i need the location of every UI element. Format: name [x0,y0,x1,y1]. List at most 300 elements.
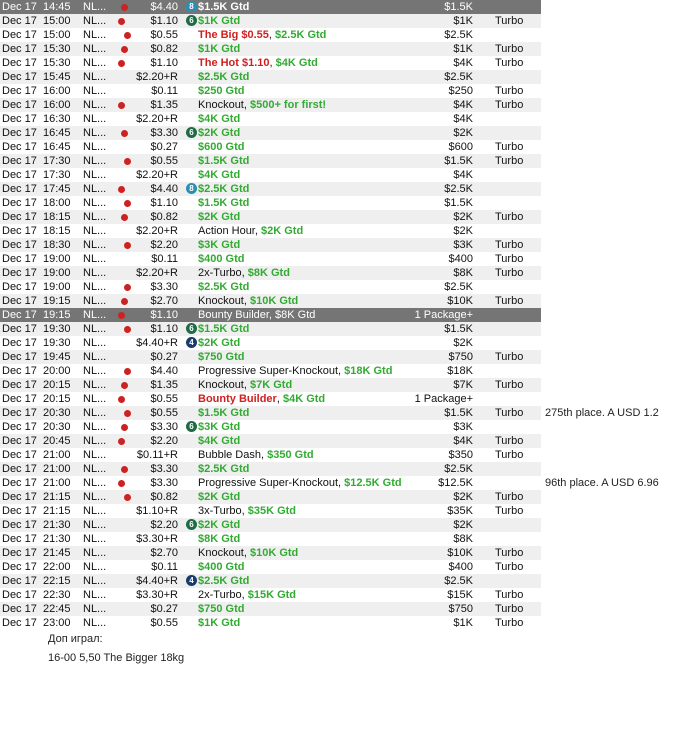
prize-pool: $750 [448,351,473,363]
buy-in: $1.10 [150,15,178,27]
time-text: 19:00 [42,253,71,265]
late-registration-dot-icon [121,298,128,305]
table-size-badge-icon: 4 [186,337,197,348]
tournament-name [198,308,413,322]
game-type: NL... [83,575,107,587]
date-text: Dec 17 [2,239,37,251]
tournament-name [198,98,413,112]
tournament-row[interactable] [0,448,541,462]
buy-in: $0.55 [150,155,178,167]
buy-in: $2.70 [150,547,178,559]
buy-in: $4.40+R [136,337,178,349]
late-registration-dot-icon [121,130,128,137]
date-time [2,126,80,140]
date-time [2,532,80,546]
date-text: Dec 17 [2,127,37,139]
prize-pool: $250 [448,85,473,97]
date-time [2,574,80,588]
date-text: Dec 17 [2,421,37,433]
date-text: Dec 17 [2,393,37,405]
date-time [2,168,80,182]
tournament-name [198,546,413,560]
date-time [2,504,80,518]
game-type: NL... [83,71,107,83]
game-type: NL... [83,519,107,531]
tournament-row[interactable] [0,476,541,490]
time-text: 21:15 [42,491,71,503]
time-text: 16:00 [42,99,71,111]
tournament-row[interactable] [0,560,541,574]
tournament-row[interactable] [0,56,541,70]
date-time [2,448,80,462]
tournament-name [198,28,413,42]
tournament-row[interactable] [0,0,541,14]
prize-pool: $4K [453,57,473,69]
tournament-name-main: $1.5K Gtd [198,323,250,335]
time-text: 18:30 [42,239,71,251]
date-time [2,238,80,252]
date-text: Dec 17 [2,449,37,461]
date-time [2,224,80,238]
game-type: NL... [83,43,107,55]
tournament-row[interactable] [0,294,541,308]
tournament-name-main: 2x-Turbo, [198,589,248,601]
date-text: Dec 17 [2,99,37,111]
tournament-name [198,182,413,196]
tournament-guarantee: $10K Gtd [249,295,299,307]
tournament-row[interactable] [0,504,541,518]
prize-pool: $2.5K [444,281,473,293]
tournament-name [198,504,413,518]
tournament-row[interactable] [0,518,541,532]
date-time [2,434,80,448]
late-registration-dot-icon [121,4,128,11]
game-type: NL... [83,127,107,139]
buy-in: $2.20 [150,519,178,531]
prize-pool: $4K [453,99,473,111]
date-text: Dec 17 [2,15,37,27]
tournament-guarantee: $2.5K Gtd [275,29,327,41]
tournament-name [198,126,413,140]
date-text: Dec 17 [2,337,37,349]
time-text: 20:30 [42,407,71,419]
prize-pool: $15K [447,589,473,601]
tournament-row[interactable] [0,574,541,588]
time-text: 17:30 [42,169,71,181]
date-text: Dec 17 [2,561,37,573]
buy-in: $4.40 [150,183,178,195]
tournament-row[interactable] [0,70,541,84]
buy-in: $3.30 [150,477,178,489]
tournament-row[interactable] [0,98,541,112]
late-registration-dot-icon [121,46,128,53]
date-text: Dec 17 [2,267,37,279]
speed: Turbo [495,155,524,167]
tournament-guarantee: $4K Gtd [275,57,318,69]
late-registration-dot-icon [121,424,128,431]
prize-pool: 1 Package+ [414,309,473,321]
game-type: NL... [83,197,107,209]
speed: Turbo [495,449,524,461]
tournament-name [198,322,413,336]
date-time [2,14,80,28]
prize-pool: $4K [453,169,473,181]
speed: Turbo [495,505,524,517]
time-text: 19:30 [42,337,71,349]
tournament-row[interactable] [0,252,541,266]
late-registration-dot-icon [118,396,125,403]
time-text: 16:30 [42,113,71,125]
time-text: 15:45 [42,71,71,83]
tournament-name [198,378,413,392]
time-text: 15:30 [42,57,71,69]
tournament-name [198,294,413,308]
tournament-guarantee: $500+ for first! [249,99,327,111]
date-text: Dec 17 [2,407,37,419]
date-time [2,588,80,602]
tournament-name-separator: , [276,393,283,405]
prize-pool: $18K [447,365,473,377]
speed: Turbo [495,267,524,279]
prize-pool: $1K [453,15,473,27]
tournament-name [198,238,413,252]
date-time [2,406,80,420]
tournament-name [198,0,413,14]
late-registration-dot-icon [118,480,125,487]
tournament-name [198,336,413,350]
time-text: 22:30 [42,589,71,601]
game-type: NL... [83,365,107,377]
tournament-row[interactable] [0,196,541,210]
tournament-name-main: $2K Gtd [198,127,241,139]
tournament-name-main: $400 Gtd [198,561,245,573]
time-text: 16:45 [42,127,71,139]
prize-pool: $2K [453,127,473,139]
tournament-name-main: The Big $0.55 [198,29,269,41]
prize-pool: $1.5K [444,197,473,209]
tournament-name-main: $4K Gtd [198,169,241,181]
prize-pool: $3K [453,239,473,251]
tournament-row[interactable] [0,154,541,168]
buy-in: $0.82 [150,43,178,55]
game-type: NL... [83,407,107,419]
tournament-row[interactable] [0,616,541,630]
tournament-row[interactable] [0,168,541,182]
buy-in: $2.20 [150,435,178,447]
game-type: NL... [83,281,107,293]
tournament-name-main: $1.5K Gtd [198,155,250,167]
tournament-row[interactable] [0,588,541,602]
time-text: 18:15 [42,211,71,223]
date-time [2,518,80,532]
game-type: NL... [83,449,107,461]
tournament-row[interactable] [0,490,541,504]
prize-pool: $750 [448,603,473,615]
tournament-row[interactable] [0,126,541,140]
tournament-row[interactable] [0,336,541,350]
game-type: NL... [83,169,107,181]
prize-pool: $2.5K [444,575,473,587]
tournament-name-main: $2.5K Gtd [198,71,250,83]
time-text: 14:45 [42,1,71,13]
speed: Turbo [495,379,524,391]
game-type: NL... [83,15,107,27]
date-time [2,70,80,84]
late-registration-dot-icon [118,312,125,319]
buy-in: $1.35 [150,99,178,111]
prize-pool: $1.5K [444,155,473,167]
tournament-row[interactable] [0,84,541,98]
buy-in: $2.20 [150,239,178,251]
game-type: NL... [83,421,107,433]
prize-pool: $2K [453,225,473,237]
tournament-row[interactable] [0,182,541,196]
date-time [2,420,80,434]
tournament-row[interactable] [0,322,541,336]
tournament-row[interactable] [0,462,541,476]
tournament-guarantee: $15K Gtd [247,589,297,601]
tournament-name-main: $600 Gtd [198,141,245,153]
prize-pool: $1K [453,43,473,55]
tournament-row[interactable] [0,378,541,392]
prize-pool: $8K [453,533,473,545]
prize-pool: $3K [453,421,473,433]
date-text: Dec 17 [2,1,37,13]
speed: Turbo [495,253,524,265]
date-text: Dec 17 [2,365,37,377]
speed: Turbo [495,603,524,615]
time-text: 19:15 [42,309,71,321]
prize-pool: $400 [448,253,473,265]
tournament-row[interactable] [0,392,541,406]
date-time [2,546,80,560]
buy-in: $2.20+R [136,267,178,279]
game-type: NL... [83,477,107,489]
tournament-row[interactable] [0,238,541,252]
table-size-badge-icon: 8 [186,1,197,12]
game-type: NL... [83,267,107,279]
date-time [2,196,80,210]
tournament-row[interactable] [0,42,541,56]
date-time [2,364,80,378]
tournament-name [198,168,413,182]
prize-pool: $600 [448,141,473,153]
time-text: 15:00 [42,15,71,27]
tournament-name [198,602,413,616]
tournament-row[interactable] [0,14,541,28]
speed: Turbo [495,15,524,27]
tournament-name [198,140,413,154]
prize-pool: $12.5K [438,477,473,489]
game-type: NL... [83,155,107,167]
time-text: 20:15 [42,379,71,391]
late-registration-dot-icon [121,382,128,389]
result-note: 275th place. A USD 1.2 [545,407,659,419]
buy-in: $0.27 [150,351,178,363]
speed: Turbo [495,57,524,69]
date-time [2,322,80,336]
time-text: 22:45 [42,603,71,615]
tournament-name-main: $1K Gtd [198,43,241,55]
tournament-name [198,350,413,364]
tournament-name-main: 2x-Turbo, [198,267,248,279]
tournament-row[interactable] [0,112,541,126]
time-text: 22:00 [42,561,71,573]
tournament-name [198,112,413,126]
date-time [2,28,80,42]
date-text: Dec 17 [2,183,37,195]
tournament-row[interactable] [0,434,541,448]
prize-pool: $2K [453,211,473,223]
tournament-row[interactable] [0,532,541,546]
prize-pool: $8K [453,267,473,279]
buy-in: $2.70 [150,295,178,307]
tournament-name-main: $2.5K Gtd [198,281,250,293]
tournament-name [198,210,413,224]
tournament-name [198,434,413,448]
prize-pool: $350 [448,449,473,461]
late-registration-dot-icon [118,438,125,445]
buy-in: $3.30 [150,281,178,293]
buy-in: $1.10+R [136,505,178,517]
date-time [2,336,80,350]
prize-pool: $1.5K [444,407,473,419]
buy-in: $0.11 [151,561,178,573]
late-registration-dot-icon [118,60,125,67]
game-type: NL... [83,211,107,223]
tournament-guarantee: $12.5K Gtd [344,477,402,489]
tournament-row[interactable] [0,602,541,616]
date-text: Dec 17 [2,547,37,559]
tournament-row[interactable] [0,140,541,154]
tournament-row[interactable] [0,266,541,280]
date-time [2,140,80,154]
game-type: NL... [83,323,107,335]
date-text: Dec 17 [2,29,37,41]
tournament-name-main: Bubble Dash, [198,449,268,461]
time-text: 21:45 [42,547,71,559]
table-size-badge-icon: 6 [186,519,197,530]
buy-in: $3.30 [150,127,178,139]
game-type: NL... [83,225,107,237]
tournament-name-main: $1K Gtd [198,15,241,27]
time-text: 21:30 [42,519,71,531]
buy-in: $4.40 [150,1,178,13]
date-time [2,308,80,322]
tournament-row[interactable] [0,210,541,224]
tournament-row[interactable] [0,406,541,420]
game-type: NL... [83,561,107,573]
tournament-name-main: $1K Gtd [198,617,241,629]
buy-in: $3.30+R [136,589,178,601]
date-text: Dec 17 [2,281,37,293]
buy-in: $1.10 [150,197,178,209]
prize-pool: $2K [453,337,473,349]
buy-in: $4.40 [150,365,178,377]
tournament-name-main: $2.5K Gtd [198,183,250,195]
tournament-name-separator: , [269,57,276,69]
tournament-name-main: $3K Gtd [198,421,241,433]
tournament-row[interactable] [0,224,541,238]
prize-pool: $1.5K [444,1,473,13]
date-time [2,602,80,616]
buy-in: $1.10 [150,57,178,69]
tournament-name-main: Knockout, [198,547,250,559]
tournament-row[interactable] [0,546,541,560]
date-time [2,154,80,168]
game-type: NL... [83,29,107,41]
tournament-row[interactable] [0,420,541,434]
date-time [2,616,80,630]
game-type: NL... [83,617,107,629]
date-time [2,476,80,490]
tournament-name [198,224,413,238]
tournament-name [198,266,413,280]
game-type: NL... [83,435,107,447]
buy-in: $1.35 [150,379,178,391]
prize-pool: $1.5K [444,323,473,335]
speed: Turbo [495,99,524,111]
date-text: Dec 17 [2,71,37,83]
time-text: 21:00 [42,449,71,461]
buy-in: $0.55 [150,617,178,629]
date-time [2,280,80,294]
tournament-name-main: Progressive Super-Knockout, [198,477,345,489]
date-time [2,378,80,392]
buy-in: $2.20+R [136,169,178,181]
date-text: Dec 17 [2,379,37,391]
buy-in: $0.11 [151,85,178,97]
time-text: 19:00 [42,267,71,279]
date-text: Dec 17 [2,113,37,125]
date-text: Dec 17 [2,351,37,363]
tournament-name-main: Knockout, [198,99,250,111]
tournament-name-main: $2K Gtd [198,337,241,349]
tournament-row[interactable] [0,280,541,294]
tournament-name-main: $2K Gtd [198,519,241,531]
tournament-name-main: Action Hour, [198,225,261,237]
tournament-name-main: The Hot $1.10 [198,57,270,69]
time-text: 16:00 [42,85,71,97]
tournament-name-main: $400 Gtd [198,253,245,265]
tournament-guarantee: $10K Gtd [249,547,299,559]
time-text: 20:30 [42,421,71,433]
tournament-row[interactable] [0,28,541,42]
tournament-name [198,560,413,574]
table-size-badge-icon: 6 [186,127,197,138]
tournament-name-main: Bounty Builder [198,393,277,405]
date-time [2,210,80,224]
tournament-name-main: $1.5K Gtd [198,1,250,13]
date-time [2,182,80,196]
prize-pool: $1K [453,617,473,629]
tournament-name-separator: , [268,29,276,41]
date-text: Dec 17 [2,533,37,545]
tournament-name-main: Knockout, [198,295,250,307]
tournament-row[interactable] [0,364,541,378]
tournament-row[interactable] [0,350,541,364]
game-type: NL... [83,113,107,125]
game-type: NL... [83,253,107,265]
tournament-name [198,196,413,210]
tournament-row[interactable] [0,308,541,322]
time-text: 23:00 [42,617,71,629]
buy-in: $0.82 [150,491,178,503]
buy-in: $2.20+R [136,113,178,125]
date-time [2,56,80,70]
tournament-name [198,588,413,602]
tournament-name-main: $750 Gtd [198,351,245,363]
